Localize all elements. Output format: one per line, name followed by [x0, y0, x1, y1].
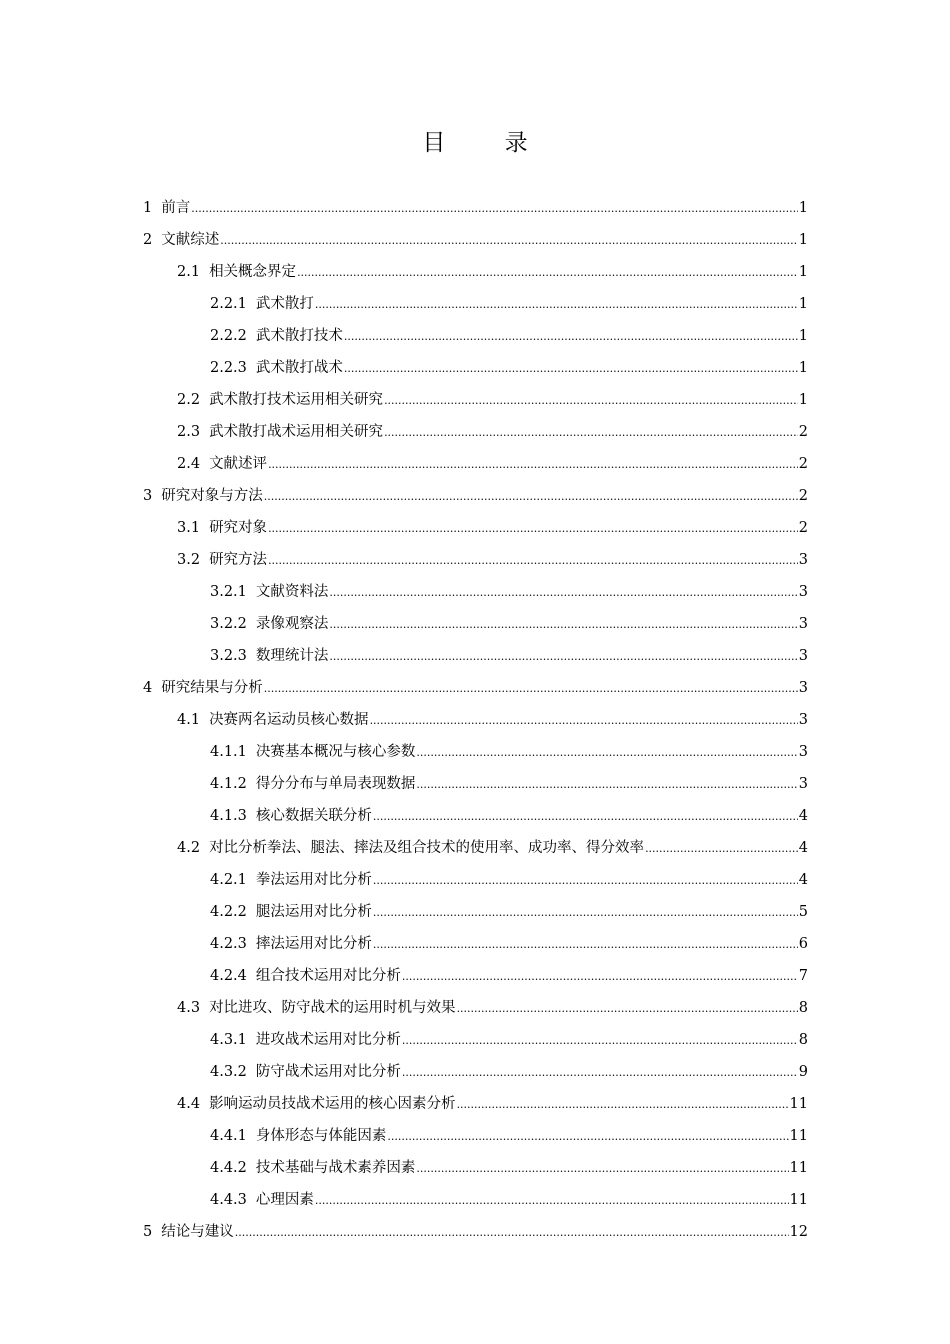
toc-entry[interactable] — [143, 1152, 808, 1184]
toc-entry[interactable] — [143, 672, 808, 704]
dot-leader — [387, 1120, 788, 1153]
dot-leader — [264, 480, 798, 513]
toc-entry[interactable] — [143, 960, 808, 992]
toc-entry-page-number: 1 — [798, 392, 808, 408]
toc-entry-page-number: 4 — [798, 808, 808, 824]
toc-entry-title: 研究方法 — [209, 552, 268, 568]
toc-entry-number: 1 — [143, 200, 153, 216]
toc-entry-page-number: 1 — [798, 232, 808, 248]
toc-entry-number: 4.4.1 — [210, 1128, 247, 1144]
toc-entry-page-number: 11 — [789, 1128, 808, 1144]
toc-entry-title: 腿法运用对比分析 — [255, 904, 372, 920]
toc-entry-number: 4.2 — [177, 840, 201, 856]
toc-entry-number: 4.2.1 — [210, 872, 247, 888]
toc-entry-page-number: 4 — [798, 872, 808, 888]
toc-entry-title: 研究对象与方法 — [161, 488, 263, 504]
dot-leader — [329, 576, 797, 609]
toc-entry-number: 2.2.3 — [210, 360, 247, 376]
toc-entry-page-number: 1 — [798, 360, 808, 376]
dot-leader — [373, 896, 798, 929]
toc-entry-title: 文献综述 — [161, 232, 220, 248]
toc-entry-title: 研究结果与分析 — [161, 680, 263, 696]
toc-entry-number: 3.2 — [177, 552, 201, 568]
toc-entry[interactable] — [143, 1184, 808, 1216]
toc-entry[interactable] — [143, 832, 808, 864]
toc-entry-page-number: 1 — [798, 328, 808, 344]
toc-entry[interactable] — [143, 288, 808, 320]
dot-leader — [370, 704, 798, 737]
toc-entry-title: 对比进攻、防守战术的运用时机与效果 — [209, 1000, 456, 1016]
toc-entry[interactable] — [143, 704, 808, 736]
toc-entry-page-number: 3 — [798, 712, 808, 728]
toc-entry-page-number: 3 — [798, 552, 808, 568]
toc-entry-title: 结论与建议 — [161, 1224, 234, 1240]
dot-leader — [191, 192, 798, 225]
toc-entry-title: 文献资料法 — [255, 584, 329, 600]
toc-entry-number: 4.3.2 — [210, 1064, 247, 1080]
toc-entry-number: 4.1 — [177, 712, 201, 728]
toc-entry-page-number: 11 — [789, 1192, 808, 1208]
dot-leader — [457, 1088, 789, 1121]
toc-entry-title: 核心数据关联分析 — [255, 808, 372, 824]
toc-entry-page-number: 6 — [798, 936, 808, 952]
toc-entry-number: 2.3 — [177, 424, 201, 440]
toc-entry-page-number: 1 — [798, 296, 808, 312]
toc-entry-number: 5 — [143, 1224, 153, 1240]
toc-entry[interactable] — [143, 448, 808, 480]
toc-entry-page-number: 5 — [798, 904, 808, 920]
toc-entry-number: 2.2.1 — [210, 296, 247, 312]
toc-entry[interactable] — [143, 768, 808, 800]
dot-leader — [373, 864, 798, 897]
toc-entry-title: 武术散打技术运用相关研究 — [209, 392, 384, 408]
toc-entry-page-number: 3 — [798, 680, 808, 696]
toc-entry-title: 对比分析拳法、腿法、摔法及组合技术的使用率、成功率、得分效率 — [209, 840, 645, 856]
dot-leader — [268, 448, 798, 481]
toc-entry-title: 技术基础与战术素养因素 — [255, 1160, 416, 1176]
toc-entry[interactable] — [143, 992, 808, 1024]
toc-entry-number: 4.1.3 — [210, 808, 247, 824]
dot-leader — [373, 928, 798, 961]
toc-entry[interactable] — [143, 1056, 808, 1088]
toc-entry-number: 4.2.3 — [210, 936, 247, 952]
toc-entry-page-number: 11 — [789, 1160, 808, 1176]
toc-entry-page-number: 7 — [798, 968, 808, 984]
toc-entry-number: 2.2.2 — [210, 328, 247, 344]
toc-entry-number: 4.1.1 — [210, 744, 247, 760]
toc-entry-page-number: 11 — [789, 1096, 808, 1112]
page-title: 目 录 — [422, 130, 554, 156]
toc-entry-title: 武术散打战术 — [255, 360, 343, 376]
toc-entry-page-number: 4 — [798, 840, 808, 856]
dot-leader — [264, 672, 798, 705]
toc-entry-title: 组合技术运用对比分析 — [255, 968, 401, 984]
toc-entry[interactable] — [143, 640, 808, 672]
toc-entry-title: 文献述评 — [209, 456, 268, 472]
dot-leader — [384, 416, 798, 449]
toc-entry[interactable] — [143, 576, 808, 608]
dot-leader — [329, 640, 797, 673]
toc-entry-page-number: 8 — [798, 1000, 808, 1016]
toc-entry-title: 数理统计法 — [255, 648, 329, 664]
toc-entry[interactable] — [143, 864, 808, 896]
dot-leader — [373, 800, 798, 833]
toc-entry-title: 研究对象 — [209, 520, 268, 536]
toc-entry-title: 拳法运用对比分析 — [255, 872, 372, 888]
toc-entry-number: 4 — [143, 680, 153, 696]
toc-entry-page-number: 8 — [798, 1032, 808, 1048]
toc-entry-number: 2.2 — [177, 392, 201, 408]
dot-leader — [315, 288, 798, 321]
toc-entry-number: 4.2.2 — [210, 904, 247, 920]
toc-entry-number: 3.2.1 — [210, 584, 247, 600]
toc-entry-page-number: 1 — [798, 264, 808, 280]
toc-entry[interactable] — [143, 512, 808, 544]
toc-entry[interactable] — [143, 1120, 808, 1152]
toc-entry-title: 前言 — [161, 200, 191, 216]
toc-entry-title: 武术散打 — [255, 296, 314, 312]
toc-entry-number: 2 — [143, 232, 153, 248]
toc-entry-title: 影响运动员技战术运用的核心因素分析 — [209, 1096, 456, 1112]
dot-leader — [220, 224, 798, 257]
toc-entry-number: 4.2.4 — [210, 968, 247, 984]
toc-entry-page-number: 2 — [798, 520, 808, 536]
dot-leader — [416, 768, 797, 801]
dot-leader — [402, 1056, 798, 1089]
toc-entry-page-number: 2 — [798, 424, 808, 440]
toc-entry-title: 决赛基本概况与核心参数 — [255, 744, 416, 760]
toc-entry[interactable] — [143, 608, 808, 640]
toc-entry-number: 3.2.3 — [210, 648, 247, 664]
toc-entry-number: 4.4.3 — [210, 1192, 247, 1208]
toc-entry-page-number: 3 — [798, 616, 808, 632]
toc-entry-number: 4.4 — [177, 1096, 201, 1112]
toc-entry[interactable] — [143, 416, 808, 448]
toc-entry[interactable] — [143, 544, 808, 576]
toc-entry-number: 4.3.1 — [210, 1032, 247, 1048]
dot-leader — [297, 256, 798, 289]
toc-entry-number: 4.1.2 — [210, 776, 247, 792]
toc-entry-number: 2.1 — [177, 264, 201, 280]
toc-entry-title: 武术散打技术 — [255, 328, 343, 344]
toc-entry-page-number: 3 — [798, 776, 808, 792]
toc-entry[interactable] — [143, 320, 808, 352]
toc-entry-number: 3 — [143, 488, 153, 504]
toc-entry[interactable] — [143, 224, 808, 256]
toc-entry-number: 3.1 — [177, 520, 201, 536]
toc-entry[interactable] — [143, 192, 808, 224]
toc-entry-page-number: 2 — [798, 456, 808, 472]
toc-entry-page-number: 3 — [798, 648, 808, 664]
toc-entry-title: 进攻战术运用对比分析 — [255, 1032, 401, 1048]
toc-entry[interactable] — [143, 384, 808, 416]
dot-leader — [235, 1216, 789, 1249]
toc-entry-number: 4.3 — [177, 1000, 201, 1016]
dot-leader — [329, 608, 797, 641]
toc-entry-title: 录像观察法 — [255, 616, 329, 632]
toc-entry-page-number: 1 — [798, 200, 808, 216]
toc-entry-title: 心理因素 — [255, 1192, 314, 1208]
toc-entry[interactable] — [143, 896, 808, 928]
dot-leader — [344, 320, 798, 353]
dot-leader — [268, 544, 798, 577]
toc-entry-number: 3.2.2 — [210, 616, 247, 632]
table-of-contents — [143, 192, 808, 1248]
toc-entry-page-number: 3 — [798, 744, 808, 760]
toc-entry-page-number: 2 — [798, 488, 808, 504]
dot-leader — [416, 736, 797, 769]
toc-entry-page-number: 3 — [798, 584, 808, 600]
toc-entry-title: 防守战术运用对比分析 — [255, 1064, 401, 1080]
toc-entry[interactable] — [143, 1088, 808, 1120]
toc-entry[interactable] — [143, 352, 808, 384]
dot-leader — [645, 832, 798, 865]
toc-entry-title: 武术散打战术运用相关研究 — [209, 424, 384, 440]
toc-entry-number: 2.4 — [177, 456, 201, 472]
toc-entry-title: 相关概念界定 — [209, 264, 297, 280]
toc-entry-title: 身体形态与体能因素 — [255, 1128, 387, 1144]
toc-entry[interactable] — [143, 1024, 808, 1056]
toc-entry[interactable] — [143, 256, 808, 288]
toc-entry[interactable] — [143, 1216, 808, 1248]
dot-leader — [268, 512, 798, 545]
toc-entry-title: 得分分布与单局表现数据 — [255, 776, 416, 792]
toc-entry[interactable] — [143, 736, 808, 768]
dot-leader — [384, 384, 798, 417]
toc-entry-title: 摔法运用对比分析 — [255, 936, 372, 952]
dot-leader — [315, 1184, 789, 1217]
toc-entry-page-number: 9 — [798, 1064, 808, 1080]
dot-leader — [402, 1024, 798, 1057]
dot-leader — [344, 352, 798, 385]
dot-leader — [402, 960, 798, 993]
toc-entry[interactable] — [143, 928, 808, 960]
dot-leader — [416, 1152, 788, 1185]
toc-entry-page-number: 12 — [789, 1224, 808, 1240]
toc-entry[interactable] — [143, 800, 808, 832]
toc-entry-number: 4.4.2 — [210, 1160, 247, 1176]
toc-entry-title: 决赛两名运动员核心数据 — [209, 712, 369, 728]
toc-entry[interactable] — [143, 480, 808, 512]
dot-leader — [457, 992, 798, 1025]
